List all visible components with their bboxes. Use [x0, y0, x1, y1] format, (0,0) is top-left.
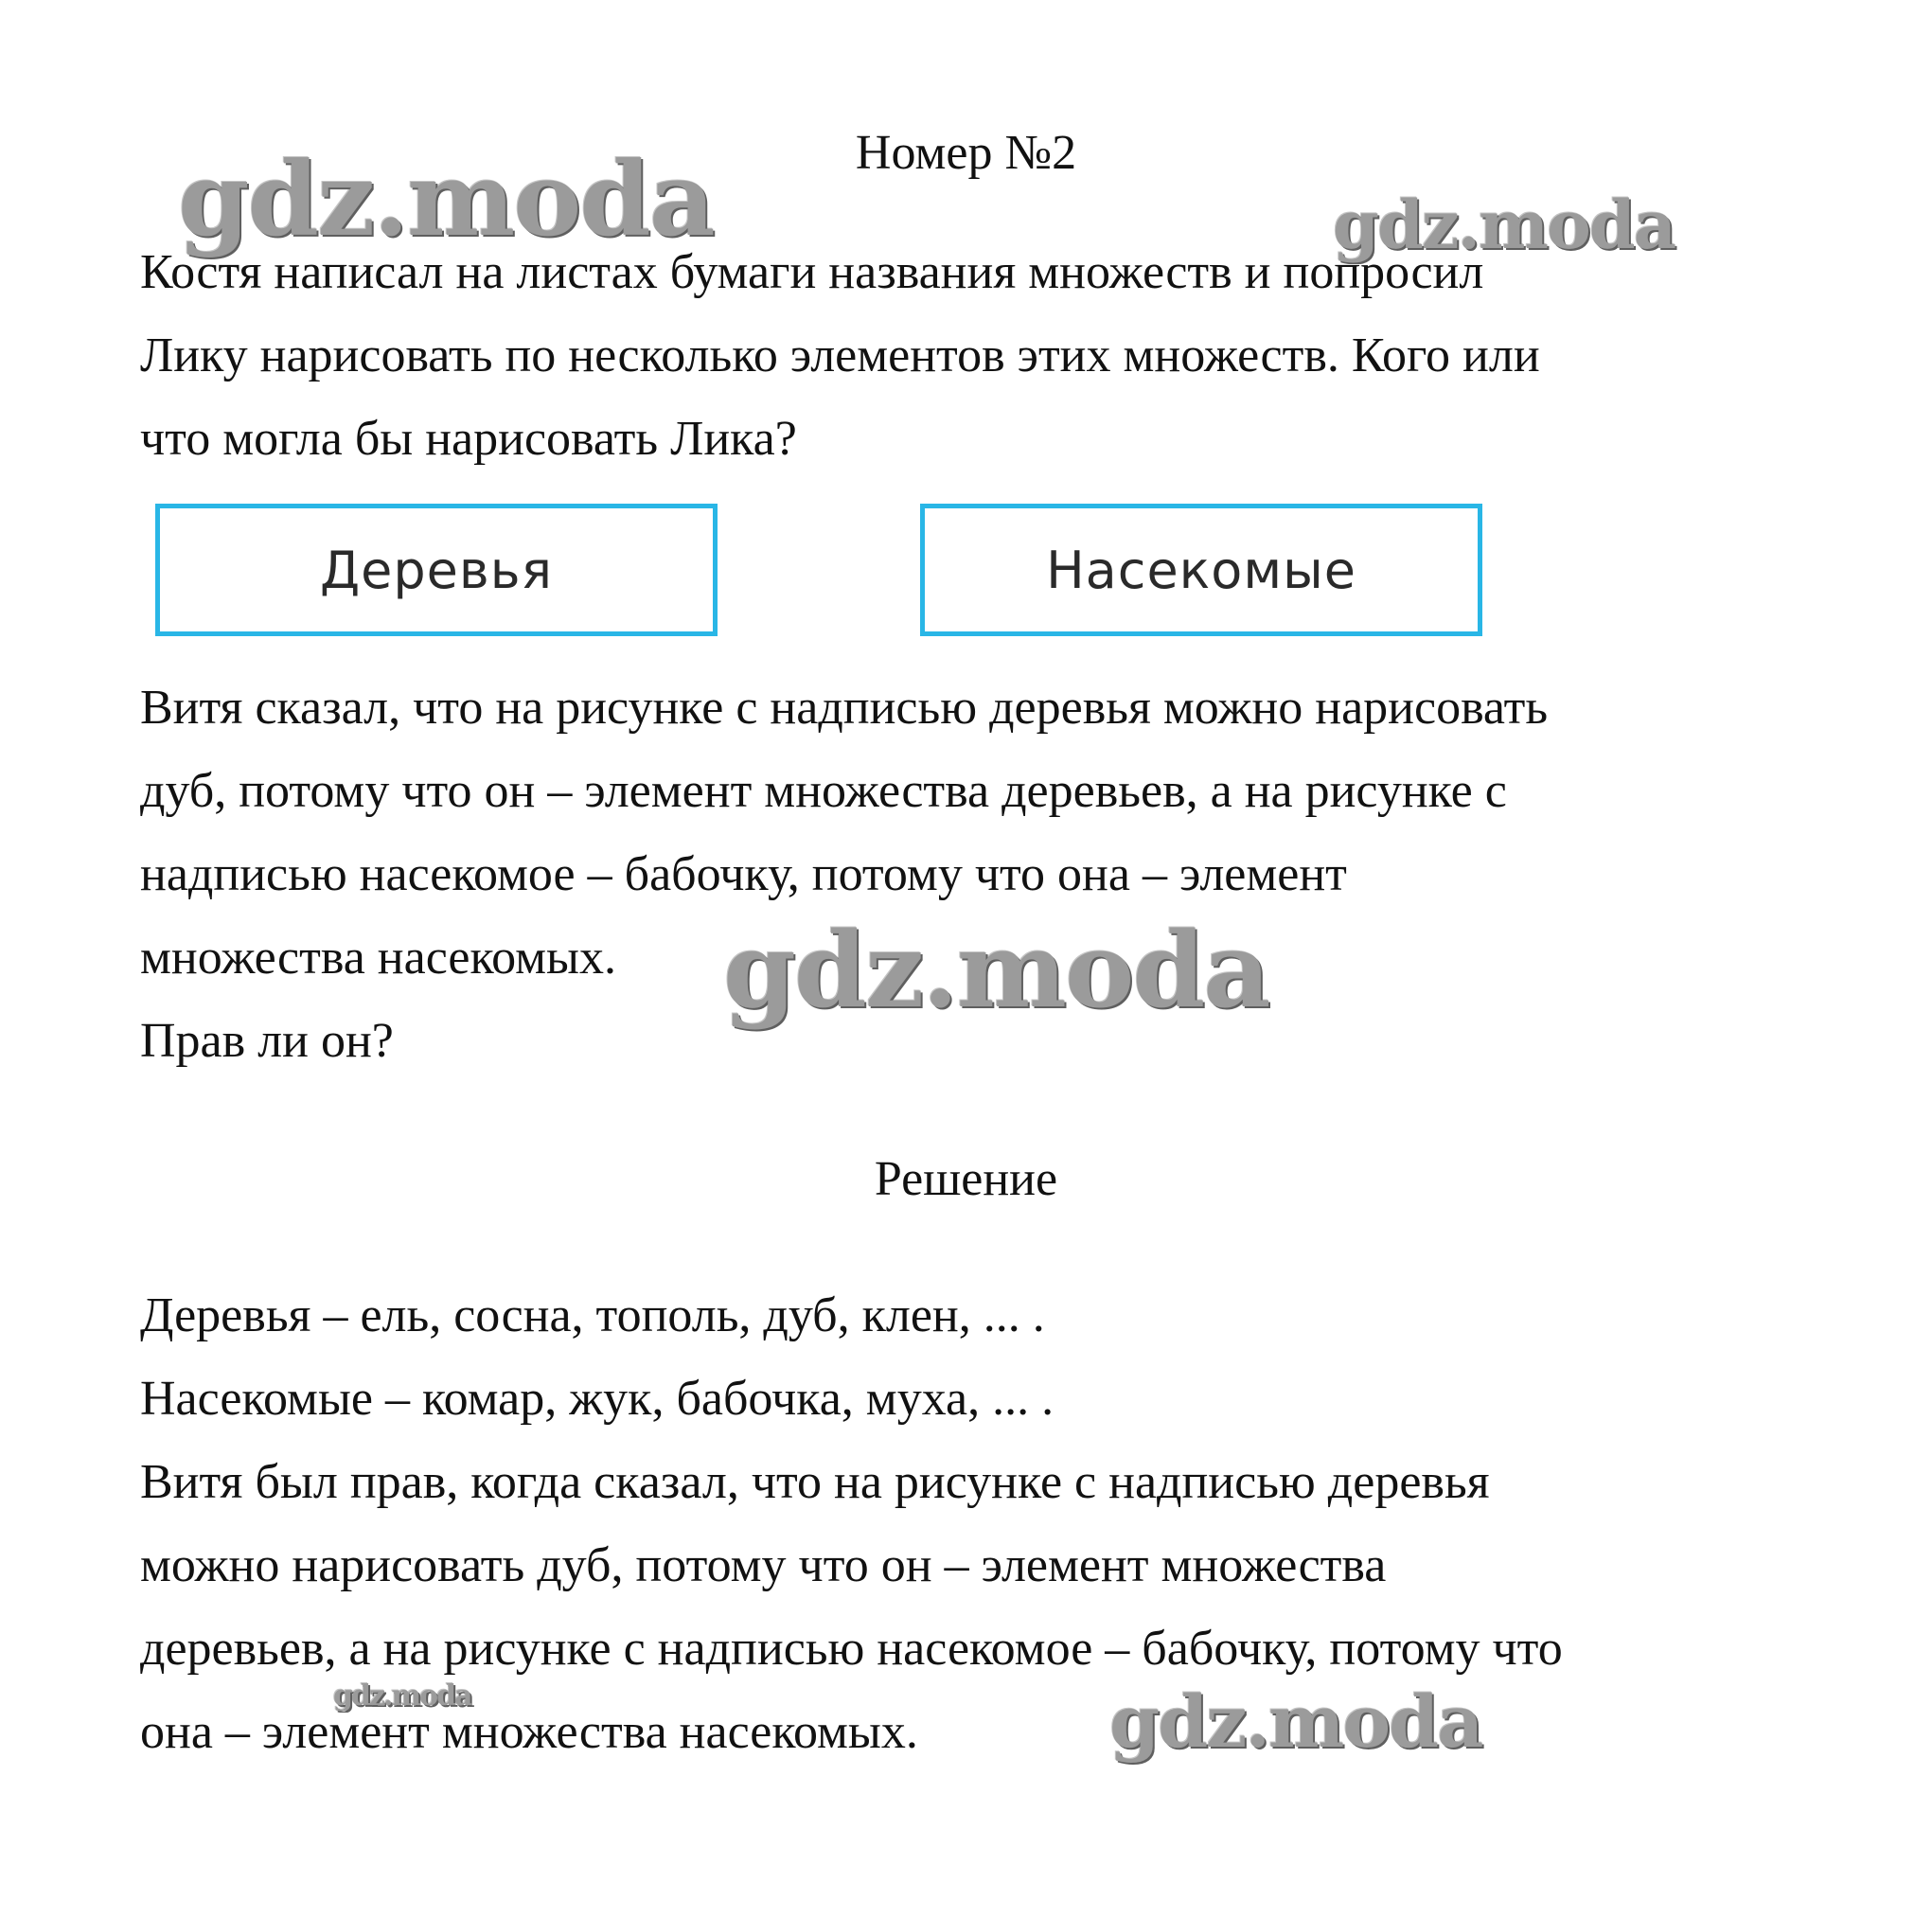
question-line: надписью насекомое – бабочку, потому что она – элемент: [140, 847, 1347, 901]
task-line: что могла бы нарисовать Лика?: [140, 412, 797, 466]
solution-line: Деревья – ель, сосна, тополь, дуб, клен, ... .: [140, 1288, 1045, 1342]
watermark: gdz.moda: [178, 140, 714, 259]
question-line: Витя сказал, что на рисунке с надписью деревья можно нарисовать: [140, 681, 1549, 735]
solution-line: можно нарисовать дуб, потому что он – элемент множества: [140, 1538, 1387, 1592]
question-line: Прав ли он?: [140, 1014, 394, 1068]
task-line: Костя написал на листах бумаги названия множеств и попросил: [140, 245, 1484, 299]
question-line: множества насекомых.: [140, 931, 616, 985]
question-line: дуб, потому что он – элемент множества деревьев, а на рисунке с: [140, 764, 1507, 818]
task-line: Лику нарисовать по несколько элементов этих множеств. Кого или: [140, 329, 1540, 382]
solution-line: деревьев, а на рисунке с надписью насекомое – бабочку, потому что: [140, 1622, 1563, 1676]
set-card-label: Насекомые: [1046, 540, 1356, 600]
solution-line: Витя был прав, когда сказал, что на рисунке с надписью деревья: [140, 1455, 1490, 1509]
solution-line: Насекомые – комар, жук, бабочка, муха, ... .: [140, 1372, 1055, 1426]
page-title: Номер №2: [855, 126, 1077, 180]
set-card-trees: [155, 504, 718, 636]
watermark: gdz.moda: [723, 909, 1269, 1031]
watermark: gdz.moda: [333, 1679, 471, 1713]
set-card-insects: [920, 504, 1482, 636]
solution-heading: Решение: [874, 1152, 1058, 1206]
watermark: gdz.moda: [1109, 1679, 1482, 1764]
solution-line: она – элемент множества насекомых.: [140, 1705, 918, 1759]
set-card-label: Деревья: [319, 540, 554, 600]
watermark: gdz.moda: [1333, 186, 1675, 264]
